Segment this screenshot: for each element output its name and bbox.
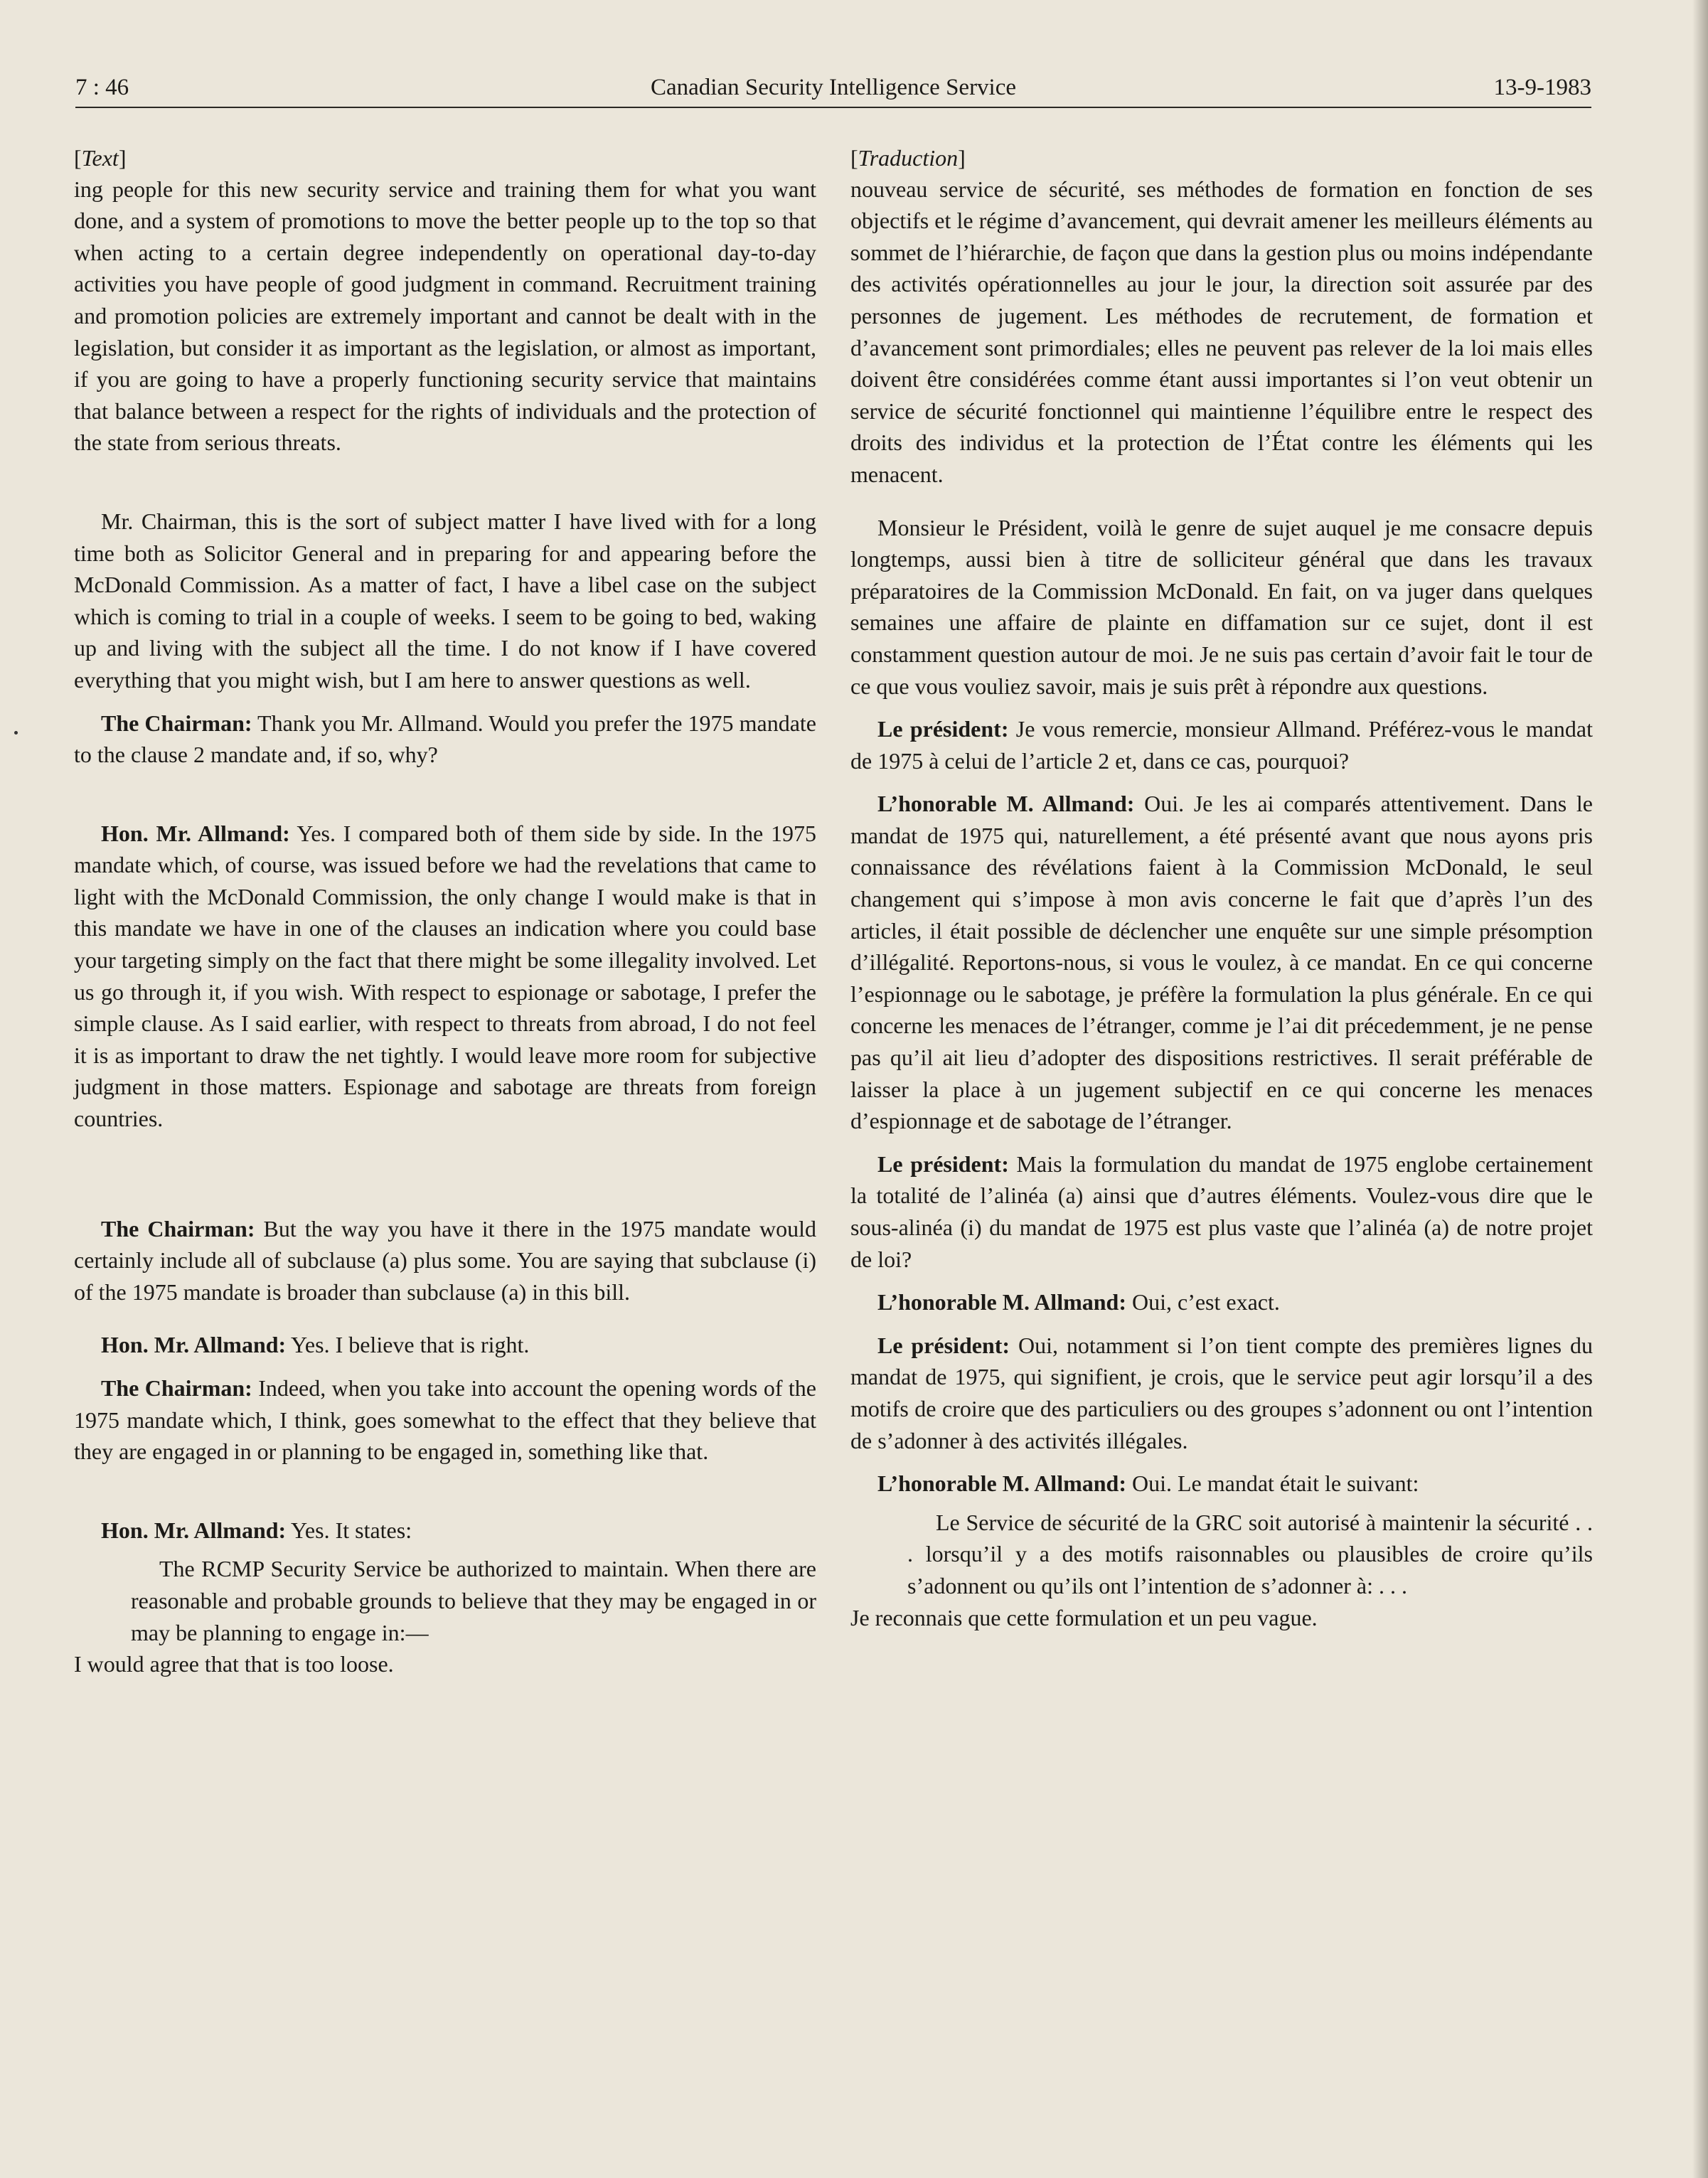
speech-text: Yes. I believe that is right. [286, 1332, 530, 1358]
translation-marker-label: Traduction [858, 145, 959, 171]
speaker-name: Hon. Mr. Allmand: [101, 1517, 287, 1543]
speaker-name: Le président: [877, 716, 1009, 742]
paragraph [74, 1329, 816, 1361]
speech-text: Oui. Je les ai comparés attentivement. Dans le mandat de 1975 qui, naturellement, a été présenté avant que nous ayons pris connaissance des révélations faient à la Commission McDonald, le seul changement qui s’impose à mon avis concerne le fait que d’après l’un des articles, il était possible de déclencher une enquête sur une simple présomption d’illégalité. Reportons-nous, si vous le voulez, à ce mandat. En ce qui concerne l’espionnage ou le sabotage, je préfère la formulation la plus générale. En ce qui concerne les menaces de l’étranger, comme je l’ai dit précedemment, je ne pense pas qu’il ait lieu d’adopter des dispositions restrictives. Il serait préférable de laisser la place à un jugement subjectif en ce qui concerne les menaces d’espionnage et de sabotage de l’étranger. [850, 791, 1594, 1134]
paragraph [850, 1468, 1593, 1500]
paragraph [74, 1213, 816, 1308]
speech-text: Oui. Le mandat était le suivant: [1126, 1470, 1419, 1497]
header-title: Canadian Security Intelligence Service [650, 75, 1017, 100]
page-edge-shadow [1692, 0, 1708, 2178]
speaker-name: Le président: [877, 1151, 1009, 1177]
paragraph [850, 788, 1593, 1137]
header-date: 13-9-1983 [1493, 75, 1591, 100]
paragraph [850, 1148, 1593, 1275]
speaker-name: L’honorable M. Allmand: [877, 791, 1135, 817]
speaker-name: The Chairman: [101, 1375, 252, 1401]
page-number: 7 : 46 [75, 75, 129, 100]
paragraph [74, 1515, 816, 1547]
speaker-name: Hon. Mr. Allmand: [101, 1332, 287, 1358]
speech-text: Yes. It states: [286, 1517, 412, 1543]
translation-marker: [Traduction] [850, 145, 966, 171]
speaker-name: The Chairman: [101, 710, 252, 736]
speaker-name: The Chairman: [101, 1215, 255, 1242]
speaker-name: L’honorable M. Allmand: [877, 1470, 1126, 1497]
page-header [75, 70, 1591, 105]
scan-speck [14, 731, 18, 735]
text-marker-label: Text [81, 145, 119, 171]
speaker-name: Hon. Mr. Allmand: [101, 820, 290, 846]
speech-text: Thank you Mr. Allmand. Would you prefer the 1975 mandate to the clause 2 mandate and, if so, why? [74, 710, 817, 768]
speech-text: But the way you have it there in the 1975 mandate would certainly include all of subclause (a) plus some. You are saying that subclause (i) of the 1975 mandate is broader than subclause (a) in this bill. [74, 1215, 817, 1305]
paragraph: nouveau service de sécurité, ses méthodes de formation en fonction de ses objectifs et le régime d’avancement, qui devrait amener les meilleurs éléments au sommet de l’hiérarchie, de façon que dans la gestion plus ou moins indépendante des activités opérationnelles au jour le jour, la direction soit assurée par des personnes de jugement. Les méthodes de recrutement, de formation et d’avancement sont primordiales; elles ne peuvent pas relever de la loi mais elles doivent être considérées comme étant aussi importantes si l’on veut obtenir un service de sécurité fonctionnel qui maintienne l’équilibre entre le respect des droits des individus et la protection de l’État contre les éléments qui les menacent. [850, 176, 1593, 487]
speech-text: Mais la formulation du mandat de 1975 englobe certainement la totalité de l’alinéa (a) ainsi que d’autres éléments. Voulez-vous dire que le sous-alinéa (i) du mandat de 1975 est plus vaste que l’alinéa (a) de notre projet de loi? [850, 1151, 1594, 1272]
speech-text: Oui, c’est exact. [1126, 1289, 1280, 1315]
speech-text: Je vous remercie, monsieur Allmand. Préférez-vous le mandat de 1975 à celui de l’article 2 et, dans ce cas, pourquoi? [850, 716, 1594, 774]
paragraph: I would agree that that is too loose. [74, 1651, 394, 1677]
speech-text: Oui, notamment si l’on tient compte des premières lignes du mandat de 1975, qui signifient, je crois, que le service peut agir lorsqu’il a des motifs de croire que des particuliers ou des groupes s’adonnent ou ont l’intention de s’adonner à des activités illégales. [850, 1332, 1593, 1453]
paragraph: Monsieur le Président, voilà le genre de sujet auquel je me consacre depuis longtemps, aussi bien à titre de solliciteur général que dans les travaux préparatoires de la Commission McDonald. En fait, on va juger dans quelques semaines une affaire de plainte en diffamation sur ce sujet, dont il est constamment question autour de moi. Je ne suis pas certain d’avoir fait le tour de ce que vous vouliez savoir, mais je suis prêt à répondre aux questions. [850, 514, 1593, 699]
english-column [74, 142, 816, 1680]
french-column [850, 142, 1593, 1633]
text-marker: [Text] [74, 145, 127, 171]
paragraph [74, 708, 816, 771]
paragraph: Mr. Chairman, this is the sort of subject matter I have lived with for a long time both as Solicitor General and in preparing for and appearing before the McDonald Commission. As a matter of fact, I have a libel case on the subject which is coming to trial in a couple of weeks. I seem to be going to bed, waking up and living with the subject all the time. I do not know if I have covered everything that you might wish, but I am here to answer questions as well. [74, 508, 816, 693]
header-rule [75, 107, 1591, 108]
block-quote: Le Service de sécurité de la GRC soit autorisé à maintenir la sécurité . . . lorsqu’il y a des motifs raisonnables ou plausibles de croire qu’ils s’adonnent ou qu’ils ont l’intention de s’adonner à: . . . [907, 1509, 1593, 1598]
speech-text: Yes. I compared both of them side by side. In the 1975 mandate which, of course, was issued before we had the revelations that came to light with the McDonald Commission, the only change I would make is that in this mandate we have in one of the clauses an indication where you could base your targeting simply on the fact that there might be some illegality involved. Let us go through it, if you wish. With respect to espionage or sabotage, I prefer the simple clause. As I said earlier, with respect to threats from abroad, I do not feel it is as important to draw the net tightly. I would leave more room for subjective judgment in those matters. Espionage and sabotage are threats from foreign countries. [74, 820, 817, 1132]
paragraph [74, 1372, 816, 1468]
paragraph [850, 713, 1593, 776]
paragraph [850, 1330, 1593, 1456]
speaker-name: Le président: [877, 1332, 1010, 1358]
paragraph [850, 1286, 1593, 1318]
paragraph [74, 818, 816, 1135]
speech-text: Indeed, when you take into account the opening words of the 1975 mandate which, I think, goes somewhat to the effect that they believe that they are engaged in or planning to be engaged in, something like that. [74, 1375, 817, 1465]
paragraph: Je reconnais que cette formulation et un peu vague. [850, 1604, 1318, 1630]
block-quote: The RCMP Security Service be authorized to maintain. When there are reasonable and probable grounds to believe that they may be engaged in or may be planning to engage in:— [131, 1556, 816, 1645]
paragraph: ing people for this new security service and training them for what you want done, and a system of promotions to move the better people up to the top so that when acting to a certain degree independently on operational day-to-day activities you have people of good judgment in command. Recruitment training and promotion policies are extremely important and cannot be dealt with in the legislation, but consider it as important as the legislation, or almost as important, if you are going to have a properly functioning security service that maintains that balance between a respect for the rights of individuals and the protection of the state from serious threats. [74, 176, 816, 456]
speaker-name: L’honorable M. Allmand: [877, 1289, 1126, 1315]
